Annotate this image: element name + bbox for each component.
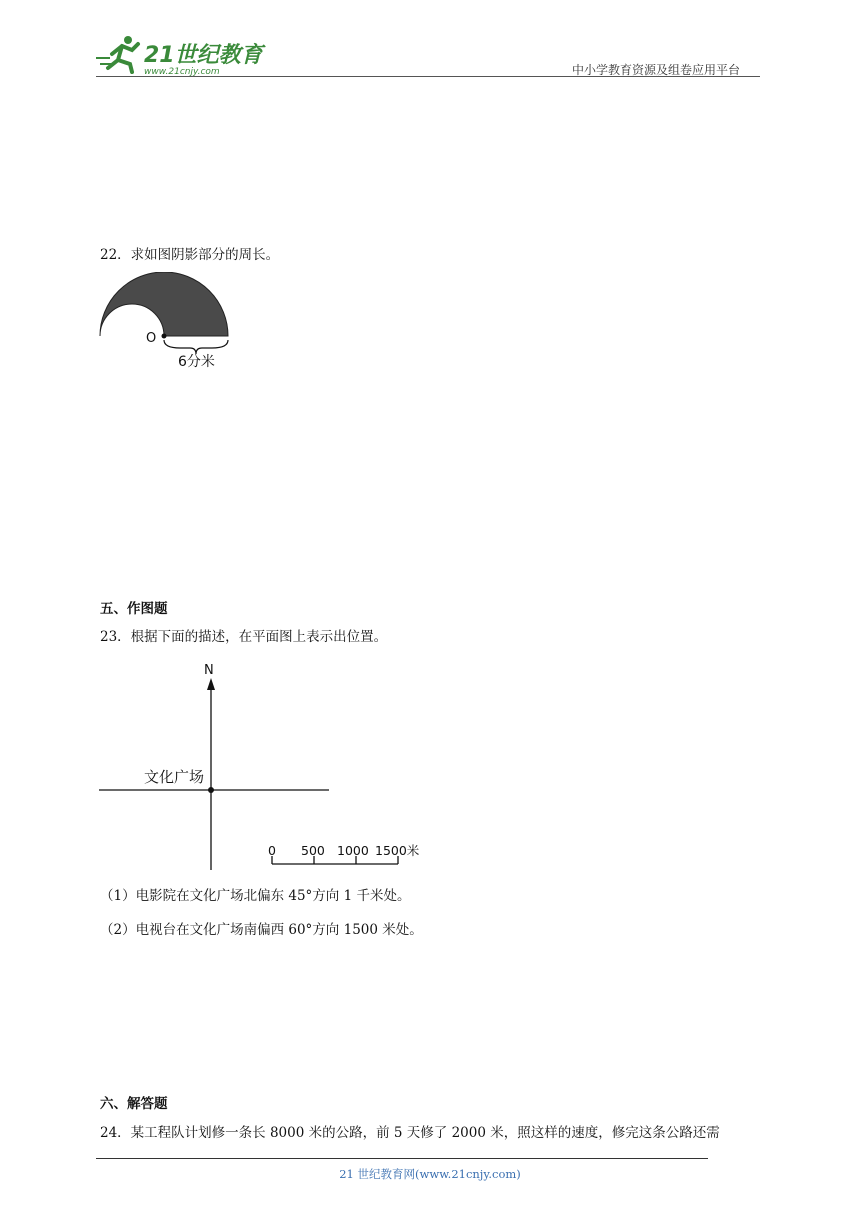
label-o: O [146,331,157,346]
section-5-title: 五、作图题 [100,601,168,617]
question-23-sub-1: （1）电影院在文化广场北偏东 45°方向 1 千米处。 [100,888,411,904]
logo-text: 21世纪教育 [144,43,263,68]
length-label: 6分米 [178,354,215,370]
runner-icon [96,36,138,72]
scale-tick-500: 500 [301,843,325,858]
question-23-sub-2: （2）电视台在文化广场南偏西 60°方向 1500 米处。 [100,922,423,938]
north-arrow-icon [207,678,215,690]
footer-link[interactable]: 21 世纪教育网(www.21cnjy.com) [339,1167,521,1181]
question-22-figure [96,272,236,372]
center-label: 文化广场 [144,768,205,786]
site-logo [92,32,267,76]
length-brace [164,340,228,354]
question-24-text: 24．某工程队计划修一条长 8000 米的公路，前 5 天修了 2000 米，照这样的速度，修完这条公路还需 [100,1125,720,1141]
section-6-title: 六、解答题 [100,1096,168,1112]
shaded-region [100,272,228,336]
scale-tick-1500: 1500米 [375,843,420,858]
logo-url: www.21cnjy.com [144,67,220,76]
header-divider [96,76,760,77]
scale-tick-1000: 1000 [337,843,369,858]
center-point [162,334,167,339]
question-22-text: 22．求如图阴影部分的周长。 [100,247,280,263]
question-23-text: 23．根据下面的描述，在平面图上表示出位置。 [100,629,388,645]
north-label: N [204,663,214,678]
question-23-figure [96,656,426,876]
footer-divider [96,1158,708,1159]
header-platform-text: 中小学教育资源及组卷应用平台 [572,63,741,77]
origin-point [208,787,214,793]
scale-tick-0: 0 [268,843,276,858]
scale-bar [268,843,420,864]
